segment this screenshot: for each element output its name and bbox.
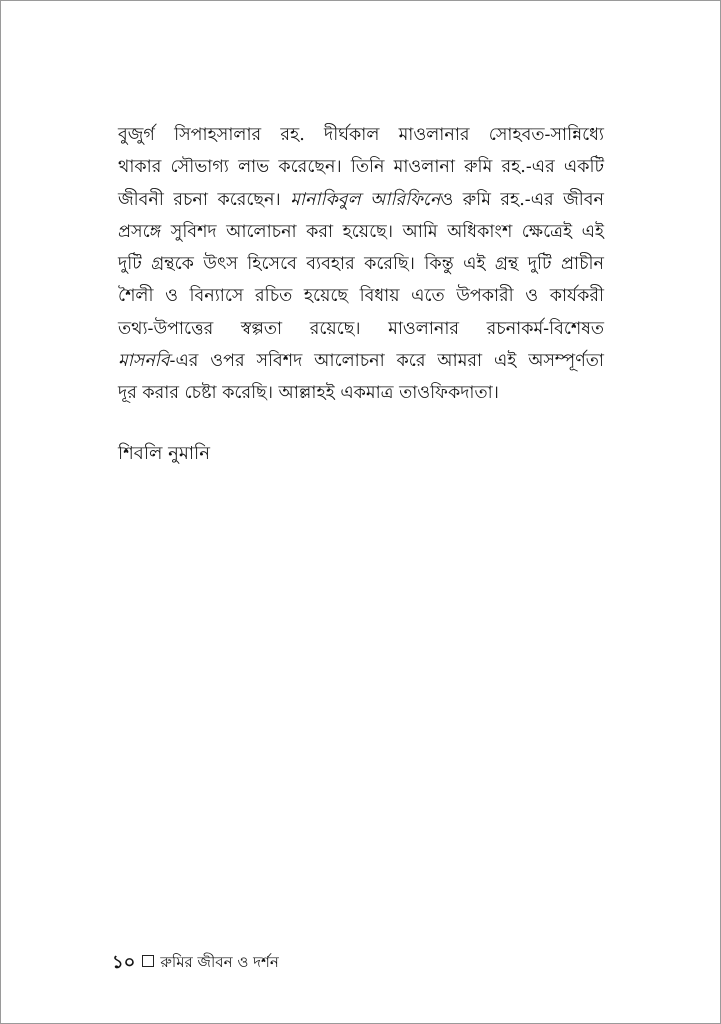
running-title: রুমির জীবন ও দর্শন <box>160 953 279 971</box>
text-line: শৈলী ও বিন্যাসে রচিত হয়েছে বিধায় এতে উপকারী ও কার্যকরী <box>118 286 604 307</box>
text-line: বুজুর্গ সিপাহসালার রহ. দীর্ঘকাল মাওলানার সোহবত-সান্নিধ্যে <box>118 125 604 145</box>
body-paragraph <box>118 119 604 410</box>
text-line: দুটি গ্রন্থকে উৎস হিসেবে ব্যবহার করেছি। কিন্তু এই গ্রন্থ দুটি প্রাচীন <box>118 254 604 275</box>
text-line: মাসনবি-এর ওপর সবিশদ আলোচনা করে আমরা এই অসম্পূর্ণতা <box>118 351 604 372</box>
text-line: তথ্য-উপাত্তের স্বল্পতা রয়েছে। মাওলানার রচনাকর্ম-বিশেষত <box>118 318 604 339</box>
square-separator-icon <box>142 955 154 967</box>
text-line: দূর করার চেষ্টা করেছি। আল্লাহই একমাত্র তাওফিকদাতা। <box>118 383 499 404</box>
author-signature: শিবলি নুমানি <box>118 443 210 464</box>
page-footer <box>112 951 279 974</box>
book-title-italic: মাসনবি <box>118 351 170 372</box>
page-number: ১০ <box>112 952 136 973</box>
text-line: প্রসঙ্গে সুবিশদ আলোচনা করা হয়েছে। আমি অধিকাংশ ক্ষেত্রেই এই <box>118 221 604 242</box>
text-line: জীবনী রচনা করেছেন। মানাকিবুল আরিফিনেও রুমি রহ.-এর জীবন <box>118 189 604 210</box>
book-title-italic: মানাকিবুল আরিফিনে <box>290 189 441 210</box>
text-line: থাকার সৌভাগ্য লাভ করেছেন। তিনি মাওলানা রুমি রহ.-এর একটি <box>118 157 604 178</box>
